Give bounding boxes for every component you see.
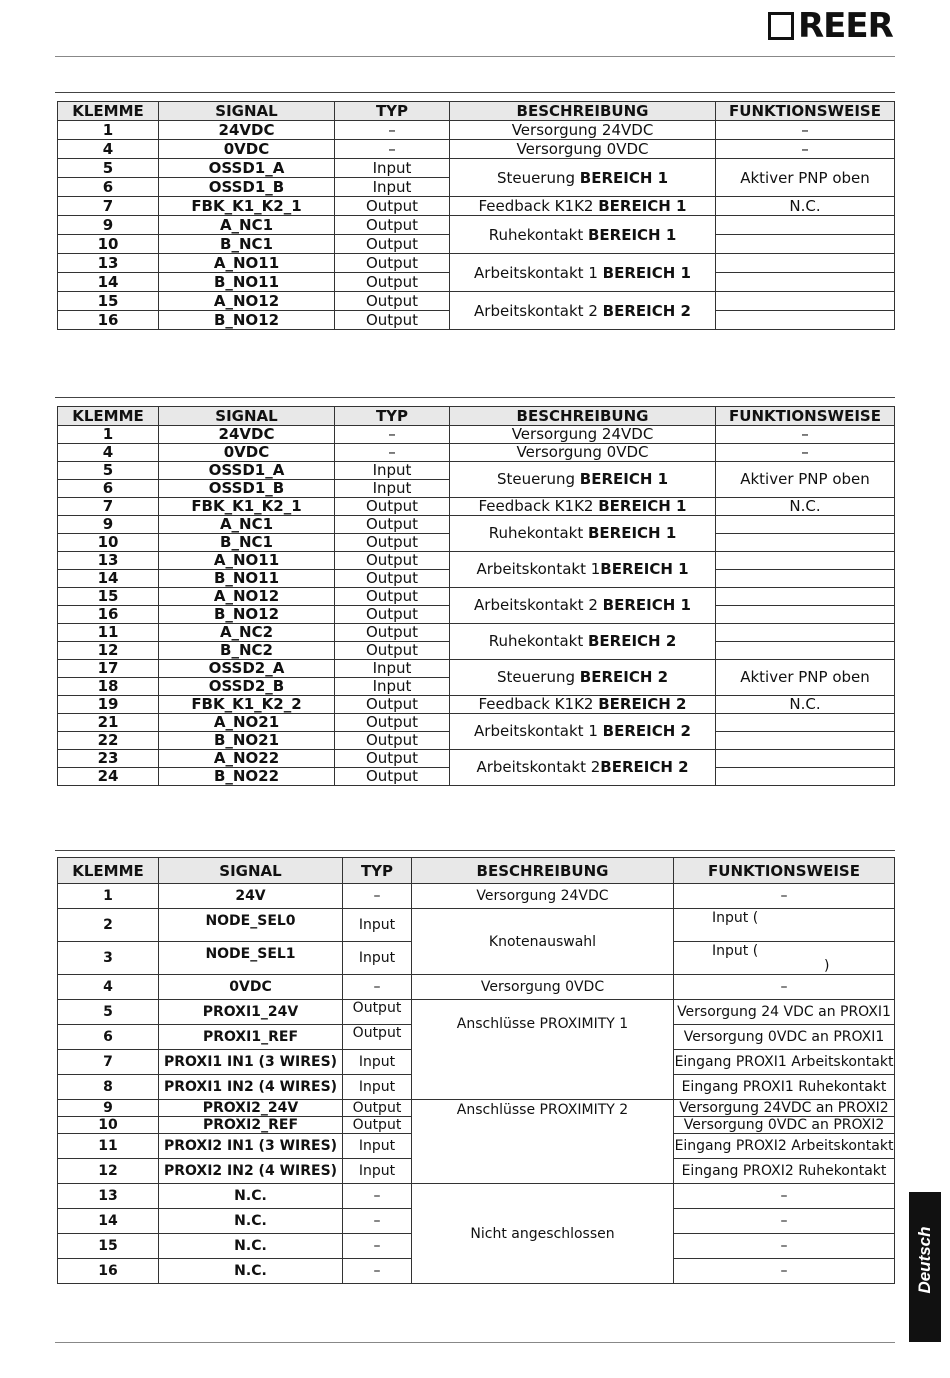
table-row (58, 516, 895, 534)
funktionsweise-cell: Eingang PROXI1 Ruhekontakt (674, 1075, 895, 1100)
beschreibung-cell: Versorgung 0VDC (450, 140, 716, 159)
col-header-signal: SIGNAL (159, 407, 335, 426)
klemme-cell: 6 (58, 480, 159, 498)
signal-cell: N.C. (159, 1184, 343, 1209)
typ-cell: Input (343, 1159, 412, 1184)
signal-cell: B_NO12 (159, 606, 335, 624)
signal-cell: FBK_K1_K2_2 (159, 696, 335, 714)
funktionsweise-cell: N.C. (716, 696, 895, 714)
signal-cell: B_NO11 (159, 570, 335, 588)
table-header-row (58, 407, 895, 426)
typ-cell: Output (335, 588, 450, 606)
signal-cell: A_NO12 (159, 588, 335, 606)
col-header-klemme: KLEMME (58, 858, 159, 884)
funktionsweise-cell: Versorgung 0VDC an PROXI1 (674, 1025, 895, 1050)
table-row (58, 1100, 895, 1117)
klemme-cell: 19 (58, 696, 159, 714)
beschreibung-cell (450, 498, 716, 516)
funktionsweise-cell (716, 624, 895, 642)
funktionsweise-cell (716, 732, 895, 750)
typ-cell: Output (335, 624, 450, 642)
beschreibung-cell (450, 696, 716, 714)
klemme-cell: 14 (58, 1209, 159, 1234)
typ-cell: – (335, 426, 450, 444)
funktionsweise-cell: N.C. (716, 498, 895, 516)
beschreibung-cell (450, 750, 716, 786)
signal-cell: OSSD1_B (159, 480, 335, 498)
signal-cell: 24V (159, 884, 343, 909)
desc-bold: BEREICH 1 (587, 524, 677, 542)
funktionsweise-cell: Aktiver PNP oben (716, 660, 895, 696)
typ-cell: Input (335, 462, 450, 480)
signal-cell: A_NO11 (159, 552, 335, 570)
section-rule-1 (55, 92, 895, 93)
signal-cell: PROXI1 IN1 (3 WIRES) (159, 1050, 343, 1075)
desc-bold: BEREICH 1 (579, 168, 669, 187)
desc-prefix: Arbeitskontakt 2 (474, 301, 603, 320)
funktionsweise-cell: – (674, 1234, 895, 1259)
klemme-cell: 1 (58, 426, 159, 444)
signal-cell: A_NO21 (159, 714, 335, 732)
desc-prefix: Steuerung (496, 470, 580, 488)
table-row (58, 462, 895, 480)
funktionsweise-cell (716, 235, 895, 254)
klemme-cell: 11 (58, 624, 159, 642)
funktionsweise-cell (716, 588, 895, 606)
signal-cell: PROXI2_24V (159, 1100, 343, 1117)
typ-cell: – (343, 975, 412, 1000)
signal-cell: B_NO22 (159, 768, 335, 786)
klemme-cell: 17 (58, 660, 159, 678)
desc-bold: BEREICH 2 (598, 695, 687, 713)
typ-cell: Input (335, 660, 450, 678)
table-row (58, 197, 895, 216)
klemme-cell: 2 (58, 909, 159, 942)
col-header-typ: TYP (343, 858, 412, 884)
desc-prefix: Arbeitskontakt 1 (476, 560, 601, 578)
typ-cell: – (343, 1259, 412, 1284)
table-row (58, 498, 895, 516)
desc-bold: BEREICH 1 (598, 497, 687, 515)
col-header-beschreibung: BESCHREIBUNG (450, 407, 716, 426)
col-header-beschreibung: BESCHREIBUNG (450, 102, 716, 121)
table-row (58, 1184, 895, 1209)
funktionsweise-cell: Input ( (674, 909, 895, 942)
table-row (58, 159, 895, 178)
desc-bold: BEREICH 2 (602, 722, 691, 740)
section-rule-3 (55, 850, 895, 851)
funktionsweise-cell: – (716, 140, 895, 159)
typ-cell: Output (343, 1000, 412, 1025)
reer-logo (768, 6, 898, 46)
desc-bold: BEREICH 1 (587, 225, 677, 244)
klemme-cell: 6 (58, 178, 159, 197)
funktionsweise-cell: Aktiver PNP oben (716, 462, 895, 498)
typ-cell: Output (335, 311, 450, 330)
klemme-cell: 10 (58, 235, 159, 254)
table-row (58, 1000, 895, 1025)
beschreibung-cell: Versorgung 24VDC (450, 121, 716, 140)
klemme-cell: 7 (58, 197, 159, 216)
klemme-cell: 10 (58, 1117, 159, 1134)
beschreibung-cell: Anschlüsse PROXIMITY 2 (412, 1100, 674, 1184)
terminal-table-2 (57, 406, 895, 786)
beschreibung-cell: Nicht angeschlossen (412, 1184, 674, 1284)
beschreibung-cell: Versorgung 0VDC (412, 975, 674, 1000)
col-header-klemme: KLEMME (58, 102, 159, 121)
signal-cell: FBK_K1_K2_1 (159, 498, 335, 516)
typ-cell: Output (335, 273, 450, 292)
table-row (58, 254, 895, 273)
funktionsweise-cell: Eingang PROXI2 Arbeitskontakt (674, 1134, 895, 1159)
signal-cell: FBK_K1_K2_1 (159, 197, 335, 216)
klemme-cell: 24 (58, 768, 159, 786)
funktionsweise-cell (716, 570, 895, 588)
table-row (58, 292, 895, 311)
col-header-typ: TYP (335, 407, 450, 426)
signal-cell: N.C. (159, 1259, 343, 1284)
klemme-cell: 9 (58, 1100, 159, 1117)
klemme-cell: 13 (58, 1184, 159, 1209)
signal-cell: OSSD1_A (159, 159, 335, 178)
beschreibung-cell: Knotenauswahl (412, 909, 674, 975)
typ-cell: – (343, 884, 412, 909)
klemme-cell: 14 (58, 570, 159, 588)
typ-cell: Input (343, 1134, 412, 1159)
typ-cell: Output (335, 768, 450, 786)
funktionsweise-cell: – (716, 426, 895, 444)
funktionsweise-cell: – (674, 1259, 895, 1284)
desc-bold: BEREICH 1 (579, 470, 669, 488)
typ-cell: – (335, 444, 450, 462)
klemme-cell: 15 (58, 588, 159, 606)
beschreibung-cell (450, 462, 716, 498)
klemme-cell: 5 (58, 462, 159, 480)
typ-cell: Output (335, 750, 450, 768)
typ-cell: Output (335, 552, 450, 570)
desc-bold: BEREICH 1 (600, 560, 689, 578)
language-tab (909, 1192, 941, 1342)
col-header-funktionsweise: FUNKTIONSWEISE (674, 858, 895, 884)
beschreibung-cell (450, 624, 716, 660)
signal-cell: 0VDC (159, 140, 335, 159)
signal-cell: NODE_SEL0 (159, 909, 343, 942)
signal-cell: A_NO22 (159, 750, 335, 768)
typ-cell: – (335, 140, 450, 159)
funktionsweise-cell: – (716, 121, 895, 140)
funktionsweise-cell (716, 606, 895, 624)
beschreibung-cell: Versorgung 0VDC (450, 444, 716, 462)
table-header-row (58, 102, 895, 121)
typ-cell: Input (343, 1050, 412, 1075)
language-tab-label: Deutsch (915, 1226, 934, 1294)
signal-cell: PROXI1 IN2 (4 WIRES) (159, 1075, 343, 1100)
signal-cell: 24VDC (159, 121, 335, 140)
klemme-cell: 15 (58, 292, 159, 311)
typ-cell: Output (335, 235, 450, 254)
signal-cell: OSSD1_B (159, 178, 335, 197)
typ-cell: Output (335, 732, 450, 750)
col-header-beschreibung: BESCHREIBUNG (412, 858, 674, 884)
klemme-cell: 13 (58, 552, 159, 570)
funktionsweise-cell: Eingang PROXI2 Ruhekontakt (674, 1159, 895, 1184)
terminal-table-1 (57, 101, 895, 330)
table-row (58, 121, 895, 140)
typ-cell: – (343, 1209, 412, 1234)
typ-cell: – (343, 1234, 412, 1259)
col-header-signal: SIGNAL (159, 102, 335, 121)
funktionsweise-cell (716, 216, 895, 235)
beschreibung-cell (450, 516, 716, 552)
table-row (58, 140, 895, 159)
desc-bold: BEREICH 2 (602, 301, 691, 320)
signal-cell: B_NC2 (159, 642, 335, 660)
beschreibung-cell: Anschlüsse PROXIMITY 1 (412, 1000, 674, 1100)
funktion-text: Input ( (712, 943, 759, 959)
typ-cell: Input (335, 159, 450, 178)
desc-bold: BEREICH 2 (579, 668, 669, 686)
table-row (58, 588, 895, 606)
signal-cell: PROXI2_REF (159, 1117, 343, 1134)
klemme-cell: 18 (58, 678, 159, 696)
klemme-cell: 1 (58, 884, 159, 909)
beschreibung-cell (450, 292, 716, 330)
funktionsweise-cell: – (716, 444, 895, 462)
signal-cell: NODE_SEL1 (159, 942, 343, 975)
desc-bold: BEREICH 2 (600, 758, 689, 776)
funktionsweise-cell (716, 273, 895, 292)
typ-cell: Input (335, 178, 450, 197)
table-row (58, 714, 895, 732)
signal-cell: N.C. (159, 1209, 343, 1234)
signal-cell: B_NO12 (159, 311, 335, 330)
desc-prefix: Arbeitskontakt 2 (474, 596, 603, 614)
table-row (58, 909, 895, 942)
klemme-cell: 7 (58, 498, 159, 516)
funktionsweise-cell: Versorgung 24 VDC an PROXI1 (674, 1000, 895, 1025)
col-header-funktionsweise: FUNKTIONSWEISE (716, 102, 895, 121)
typ-cell: Output (335, 498, 450, 516)
klemme-cell: 6 (58, 1025, 159, 1050)
typ-cell: Output (335, 714, 450, 732)
desc-prefix: Arbeitskontakt 1 (474, 722, 603, 740)
beschreibung-cell (450, 588, 716, 624)
beschreibung-cell (450, 714, 716, 750)
funktionsweise-cell (716, 750, 895, 768)
col-header-funktionsweise: FUNKTIONSWEISE (716, 407, 895, 426)
desc-prefix: Steuerung (496, 168, 580, 187)
desc-prefix: Feedback K1K2 (478, 695, 599, 713)
signal-cell: PROXI1_24V (159, 1000, 343, 1025)
table-header-row (58, 858, 895, 884)
funktionsweise-cell (716, 516, 895, 534)
klemme-cell: 16 (58, 606, 159, 624)
typ-cell: – (343, 1184, 412, 1209)
beschreibung-cell (450, 216, 716, 254)
close-paren: ) (824, 958, 830, 974)
klemme-cell: 8 (58, 1075, 159, 1100)
funktionsweise-cell (716, 714, 895, 732)
signal-cell: B_NC1 (159, 534, 335, 552)
desc-prefix: Arbeitskontakt 1 (474, 263, 603, 282)
beschreibung-cell: Versorgung 24VDC (412, 884, 674, 909)
beschreibung-cell (450, 197, 716, 216)
typ-cell: Output (343, 1100, 412, 1117)
col-header-typ: TYP (335, 102, 450, 121)
klemme-cell: 14 (58, 273, 159, 292)
signal-cell: N.C. (159, 1234, 343, 1259)
typ-cell: Output (335, 570, 450, 588)
funktionsweise-cell: Versorgung 24VDC an PROXI2 (674, 1100, 895, 1117)
typ-cell: Output (343, 1117, 412, 1134)
klemme-cell: 16 (58, 311, 159, 330)
table-row (58, 552, 895, 570)
funktionsweise-cell: – (674, 1184, 895, 1209)
klemme-cell: 12 (58, 642, 159, 660)
footer-rule (55, 1342, 895, 1343)
table-row (58, 660, 895, 678)
funktionsweise-cell (716, 768, 895, 786)
typ-cell: Output (335, 642, 450, 660)
desc-prefix: Feedback K1K2 (478, 497, 599, 515)
klemme-cell: 16 (58, 1259, 159, 1284)
funktionsweise-cell (716, 292, 895, 311)
typ-cell: Output (335, 606, 450, 624)
desc-bold: BEREICH 2 (587, 632, 677, 650)
signal-cell: 0VDC (159, 975, 343, 1000)
signal-cell: OSSD2_B (159, 678, 335, 696)
klemme-cell: 13 (58, 254, 159, 273)
signal-cell: B_NO21 (159, 732, 335, 750)
typ-cell: Input (335, 678, 450, 696)
typ-cell: Output (335, 516, 450, 534)
table-row (58, 750, 895, 768)
funktionsweise-cell (716, 311, 895, 330)
funktionsweise-cell: – (674, 1209, 895, 1234)
table-row (58, 426, 895, 444)
signal-cell: PROXI2 IN1 (3 WIRES) (159, 1134, 343, 1159)
klemme-cell: 21 (58, 714, 159, 732)
table-row (58, 884, 895, 909)
beschreibung-cell: Versorgung 24VDC (450, 426, 716, 444)
klemme-cell: 9 (58, 516, 159, 534)
signal-cell: A_NC1 (159, 216, 335, 235)
logo-mark-icon (768, 12, 794, 40)
desc-prefix: Ruhekontakt (488, 632, 588, 650)
funktionsweise-cell (716, 254, 895, 273)
klemme-cell: 5 (58, 159, 159, 178)
beschreibung-cell (450, 660, 716, 696)
typ-cell: Output (335, 254, 450, 273)
table-row (58, 444, 895, 462)
typ-cell: Input (343, 942, 412, 975)
klemme-cell: 10 (58, 534, 159, 552)
beschreibung-cell (450, 159, 716, 197)
signal-cell: PROXI1_REF (159, 1025, 343, 1050)
klemme-cell: 23 (58, 750, 159, 768)
signal-cell: A_NC1 (159, 516, 335, 534)
funktionsweise-cell (716, 642, 895, 660)
desc-bold: BEREICH 1 (602, 596, 691, 614)
table-row (58, 216, 895, 235)
signal-cell: A_NO11 (159, 254, 335, 273)
table-row (58, 624, 895, 642)
desc-prefix: Steuerung (496, 668, 580, 686)
funktionsweise-cell (674, 942, 895, 975)
funktionsweise-cell: – (674, 884, 895, 909)
typ-cell: Input (343, 909, 412, 942)
typ-cell: Output (335, 216, 450, 235)
section-rule-2 (55, 397, 895, 398)
header-rule (55, 56, 895, 57)
signal-cell: B_NO11 (159, 273, 335, 292)
signal-cell: A_NO12 (159, 292, 335, 311)
col-header-klemme: KLEMME (58, 407, 159, 426)
klemme-cell: 15 (58, 1234, 159, 1259)
funktionsweise-cell (716, 552, 895, 570)
typ-cell: Output (335, 197, 450, 216)
table-row (58, 975, 895, 1000)
signal-cell: OSSD1_A (159, 462, 335, 480)
klemme-cell: 5 (58, 1000, 159, 1025)
col-header-signal: SIGNAL (159, 858, 343, 884)
logo-text: REER (798, 6, 893, 46)
terminal-table-3 (57, 857, 895, 1284)
klemme-cell: 4 (58, 140, 159, 159)
typ-cell: Input (343, 1075, 412, 1100)
desc-prefix: Ruhekontakt (488, 225, 588, 244)
funktionsweise-cell: N.C. (716, 197, 895, 216)
signal-cell: OSSD2_A (159, 660, 335, 678)
klemme-cell: 9 (58, 216, 159, 235)
signal-cell: 0VDC (159, 444, 335, 462)
klemme-cell: 4 (58, 444, 159, 462)
beschreibung-cell (450, 552, 716, 588)
signal-cell: 24VDC (159, 426, 335, 444)
funktionsweise-cell: – (674, 975, 895, 1000)
typ-cell: Output (335, 534, 450, 552)
funktionsweise-cell: Eingang PROXI1 Arbeitskontakt (674, 1050, 895, 1075)
klemme-cell: 22 (58, 732, 159, 750)
klemme-cell: 7 (58, 1050, 159, 1075)
klemme-cell: 12 (58, 1159, 159, 1184)
desc-prefix: Feedback K1K2 (478, 197, 599, 215)
typ-cell: Output (335, 696, 450, 714)
typ-cell: Input (335, 480, 450, 498)
klemme-cell: 11 (58, 1134, 159, 1159)
klemme-cell: 4 (58, 975, 159, 1000)
funktionsweise-cell: Aktiver PNP oben (716, 159, 895, 197)
desc-bold: BEREICH 1 (602, 263, 691, 282)
typ-cell: – (335, 121, 450, 140)
signal-cell: A_NC2 (159, 624, 335, 642)
signal-cell: B_NC1 (159, 235, 335, 254)
funktionsweise-cell (716, 534, 895, 552)
table-row (58, 696, 895, 714)
typ-cell: Output (335, 292, 450, 311)
klemme-cell: 3 (58, 942, 159, 975)
desc-prefix: Arbeitskontakt 2 (476, 758, 601, 776)
typ-cell: Output (343, 1025, 412, 1050)
desc-bold: BEREICH 1 (598, 197, 687, 215)
funktionsweise-cell: Versorgung 0VDC an PROXI2 (674, 1117, 895, 1134)
signal-cell: PROXI2 IN2 (4 WIRES) (159, 1159, 343, 1184)
beschreibung-cell (450, 254, 716, 292)
desc-prefix: Ruhekontakt (488, 524, 588, 542)
klemme-cell: 1 (58, 121, 159, 140)
